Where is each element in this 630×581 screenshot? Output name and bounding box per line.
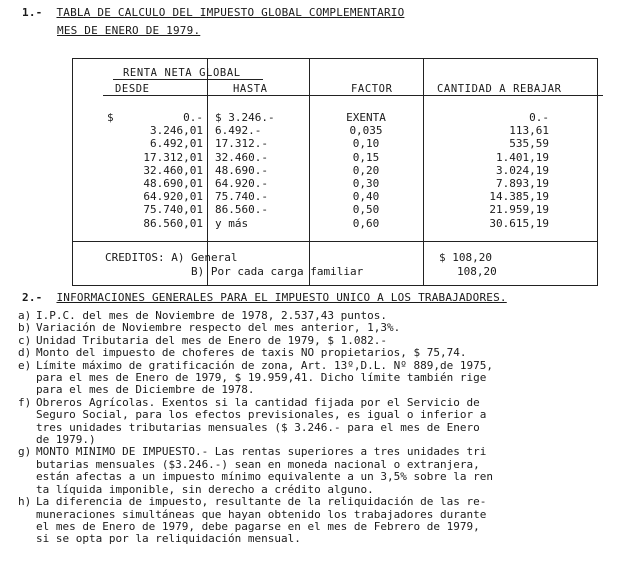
header-desde: DESDE [115, 83, 150, 95]
list-item-line: MONTO MINIMO DE IMPUESTO.- Las rentas superiores a tres unidades tri [36, 445, 487, 459]
cell-desde: 75.740,01 [143, 203, 203, 217]
list-item [18, 360, 618, 397]
cell-factor: 0,60 [352, 216, 380, 230]
section2-title [22, 291, 507, 304]
section1-title [22, 6, 404, 19]
group-header-rule [113, 79, 263, 80]
list-item-line: Obreros Agrícolas. Exentos si la cantidad fijada por el Servicio de [36, 395, 480, 409]
list-item-label: d) [18, 346, 32, 360]
credits-b-label: B) Por cada carga familiar [191, 265, 364, 278]
list-item-label: f) [18, 395, 32, 409]
column-divider [309, 59, 310, 285]
list-item-line: Unidad Tributaria del mes de Enero de 1979, $ 1.082.- [36, 333, 387, 347]
header-factor: FACTOR [351, 83, 393, 95]
cell-hasta: 6.492.- [215, 124, 262, 138]
list-item [18, 347, 618, 359]
cell-currency: $ [107, 111, 114, 124]
list-item [18, 446, 618, 496]
credits-label: CREDITOS: A) General [105, 251, 238, 264]
credits-a-value: $ 108,20 [439, 251, 492, 264]
cell-cantidad: 1.401,19 [496, 150, 549, 164]
cell-desde: 86.560,01 [143, 216, 203, 230]
cell-cantidad: 21.959,19 [489, 203, 549, 217]
list-item-line: están afectas a un impuesto mínimo equivalente a un 3,5% sobre la ren [36, 470, 493, 484]
list-item-line: Monto del impuesto de choferes de taxis NO propietarios, $ 75,74. [36, 346, 467, 360]
list-item-label: h) [18, 495, 32, 509]
cell-cantidad: 0.- [529, 111, 549, 124]
cell-hasta: 17.312.- [215, 137, 268, 151]
cell-desde: 64.920,01 [143, 190, 203, 204]
cell-hasta: 48.690.- [215, 163, 268, 177]
cell-hasta: y más [215, 216, 249, 230]
cell-cantidad: 3.024,19 [496, 163, 549, 177]
cell-desde: 17.312,01 [143, 150, 203, 164]
list-item [18, 397, 618, 447]
cell-hasta: $ 3.246.- [215, 111, 275, 124]
list-item-line: I.P.C. del mes de Noviembre de 1978, 2.537,43 puntos. [36, 309, 387, 322]
cell-factor: 0,50 [352, 203, 380, 217]
list-item-line: de 1979.) [36, 433, 96, 447]
cell-factor: EXENTA [346, 111, 386, 124]
list-item-line: butarias mensuales ($3.246.-) sean en moneda nacional o extranjera, [36, 457, 480, 471]
section1-number: 1.- [22, 6, 43, 19]
cell-hasta: 75.740.- [215, 190, 268, 204]
list-item-text [36, 360, 618, 397]
list-item-line: el mes de Enero de 1979, debe pagarse en el mes de Febrero de 1979, [36, 519, 480, 533]
cell-desde: 32.460,01 [143, 163, 203, 177]
list-item-line: ta líquida imponible, sin derecho a crédito alguno. [36, 482, 374, 496]
credits-rule [73, 241, 597, 242]
cell-desde: 0.- [183, 111, 203, 124]
header-rule [103, 95, 603, 96]
info-list [18, 310, 618, 546]
list-item-label: a) [18, 309, 32, 322]
cell-desde: 6.492,01 [150, 137, 203, 151]
list-item-line: si se opta por la reliquidación mensual. [36, 532, 301, 546]
cell-factor: 0,10 [352, 137, 380, 151]
list-item-label: g) [18, 445, 32, 459]
list-item-label: b) [18, 321, 32, 335]
list-item-line: muneraciones simultáneas que hayan obtenido los trabajadores durante [36, 507, 487, 521]
cell-hasta: 86.560.- [215, 203, 268, 217]
section1-title-line2: MES DE ENERO DE 1979. [57, 24, 201, 37]
list-item-text [36, 322, 618, 334]
list-item-label: e) [18, 358, 32, 372]
header-cantidad: CANTIDAD A REBAJAR [437, 83, 562, 95]
list-item-text [36, 446, 618, 496]
header-hasta: HASTA [233, 83, 268, 95]
list-item-label: c) [18, 333, 32, 347]
cell-cantidad: 14.385,19 [489, 190, 549, 204]
list-item-line: Variación de Noviembre respecto del mes anterior, 1,3%. [36, 321, 401, 335]
cell-cantidad: 113,61 [509, 124, 549, 138]
section2-number: 2.- [22, 291, 43, 304]
list-item-line: La diferencia de impuesto, resultante de la reliquidación de las re- [36, 495, 487, 509]
list-item-line: para el mes de Enero de 1979, $ 19.959,41. Dicho límite también rige [36, 371, 487, 385]
credits-b-value: 108,20 [457, 265, 497, 278]
list-item-text [36, 496, 618, 546]
list-item-text [36, 347, 618, 359]
cell-factor: 0,035 [349, 124, 383, 138]
cell-cantidad: 7.893,19 [496, 177, 549, 190]
cell-desde: 3.246,01 [150, 124, 203, 138]
cell-cantidad: 535,59 [509, 137, 549, 151]
list-item [18, 322, 618, 334]
cell-cantidad: 30.615,19 [489, 216, 549, 230]
list-item-line: Límite máximo de gratificación de zona, Art. 13º,D.L. Nº 889,de 1975, [36, 358, 493, 372]
section2-title-text: INFORMACIONES GENERALES PARA EL IMPUESTO UNICO A LOS TRABAJADORES. [56, 291, 507, 304]
list-item [18, 496, 618, 546]
column-divider [423, 59, 424, 285]
column-divider [597, 59, 598, 285]
list-item-line: para el mes de Diciembre de 1978. [36, 383, 255, 397]
cell-factor: 0,15 [352, 150, 380, 164]
cell-hasta: 64.920.- [215, 177, 268, 190]
tax-table [72, 58, 598, 286]
cell-factor: 0,30 [352, 177, 380, 190]
section1-title-line1: TABLA DE CALCULO DEL IMPUESTO GLOBAL COMPLEMENTARIO [56, 6, 405, 19]
cell-factor: 0,20 [352, 163, 380, 177]
list-item-line: tres unidades tributarias mensuales ($ 3.246.- para el mes de Enero [36, 420, 480, 434]
cell-desde: 48.690,01 [143, 177, 203, 190]
list-item-line: Seguro Social, para los efectos previsionales, es igual o inferior a [36, 408, 487, 422]
cell-factor: 0,40 [352, 190, 380, 204]
cell-hasta: 32.460.- [215, 150, 268, 164]
list-item-text [36, 397, 618, 447]
group-header: RENTA NETA GLOBAL [123, 67, 241, 79]
